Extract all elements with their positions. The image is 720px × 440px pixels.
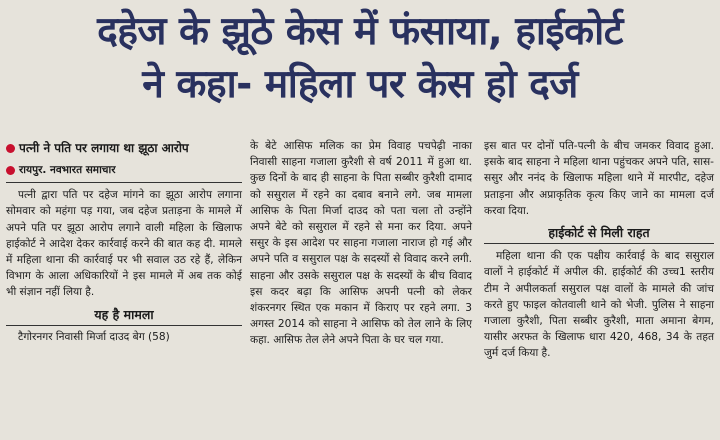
column-1-body: पत्नी द्वारा पति पर दहेज मांगने का झूठा आरोप लगाना सोमवार को महंगा पड़ गया, जब दहेज प्रताड़ना के मामले में अपने पति पर झूठा आरोप लगाने वाली महिला के खिलाफ हाईकोर्ट ने आदेश देकर कार्रवाई करने की बात कह दी. मामले में महिला थाना की कार्रवाई पर भी सवाल उठ रहे हैं, लेकिन विभाग के आला अधिकारियों ने इस मामले में अब तक कोई भी संज्ञान नहीं लिया है.	[6, 189, 242, 299]
article-column-1	[6, 138, 242, 345]
red-bullet-icon	[6, 144, 15, 153]
headline-line-2: ने कहा- महिला पर केस हो दर्ज	[142, 62, 578, 107]
subhead-text: पत्नी ने पति पर लगाया था झूठा आरोप	[19, 141, 189, 155]
red-bullet-icon	[6, 166, 15, 175]
dateline	[6, 162, 242, 178]
column-3-body-1: इस बात पर दोनों पति-पत्नी के बीच जमकर विवाद हुआ. इसके बाद साहना ने महिला थाना पहुंचकर अपने पति, सास-ससुर और ननंद के खिलाफ महिला थाने में मारपीट, दहेज प्रताड़ना और अप्राकृतिक कृत्य किए जाने का मामला दर्ज करवा दिया.	[484, 140, 714, 217]
article-column-2	[250, 138, 472, 349]
column-3-body-2: महिला थाना की एक पक्षीय कार्रवाई के बाद ससुराल वालों ने हाईकोर्ट में अपील की. हाईकोर्ट की उच्च1 स्तरीय टीम ने अपीलकर्ता ससुराल पक्ष वालों के मामले की जांच करते हुए फाइल कोतवाली थाने को भेजी. पुलिस ने साहना गजाला कुरैशी, पिता सब्बीर कुरैशी, माता अमाना बेगम, यासीर अरफत के खिलाफ धारा 420, 468, 34 के तहत जुर्म दर्ज किया है.	[484, 250, 714, 360]
divider	[6, 182, 242, 183]
section-heading-rahat: हाईकोर्ट से मिली राहत	[484, 225, 714, 244]
column-2-body: के बेटे आसिफ मलिक का प्रेम विवाह पचपेढ़ी नाका निवासी साहना गजाला कुरैशी से वर्ष 2011 में हुआ था. कुछ दिनों के बाद ही साहना के पिता सब्बीर कुरैशी दामाद को ससुराल में रहने का दबाव बनाने लगे. जब मामला आसिफ के पिता मिर्जा दाउद को पता चला तो उन्होंने अपने बेटे को ससुराल में रहने से मना कर दिया. अपने ससुर के इस आदेश पर साहना गजाला नाराज हो गई और अपने पति व ससुराल पक्ष के सदस्यों से विवाद करने लगी. साहना और उसके ससुराल पक्ष के सदस्यों के बीच विवाद इस कदर बढ़ा कि आसिफ अपनी पत्नी को लेकर शंकरनगर स्थित एक मकान में किराए पर रहने लगा. 3 अगस्त 2014 को साहना ने आसिफ को तेल लाने के लिए कहा. आसिफ तेल लेने अपने पिता के घर चल गया.	[250, 140, 472, 347]
article-column-3	[484, 138, 714, 362]
dateline-text: रायपुर. नवभारत समाचार	[19, 164, 116, 176]
subhead	[6, 140, 242, 156]
section-heading-mamla: यह है मामला	[6, 307, 242, 326]
column-1-section-body: टैगोरनगर निवासी मिर्जा दाउद बेग (58)	[18, 330, 170, 343]
headline	[0, 6, 720, 112]
headline-line-1: दहेज के झूठे केस में फंसाया, हाईकोर्ट	[97, 9, 623, 54]
